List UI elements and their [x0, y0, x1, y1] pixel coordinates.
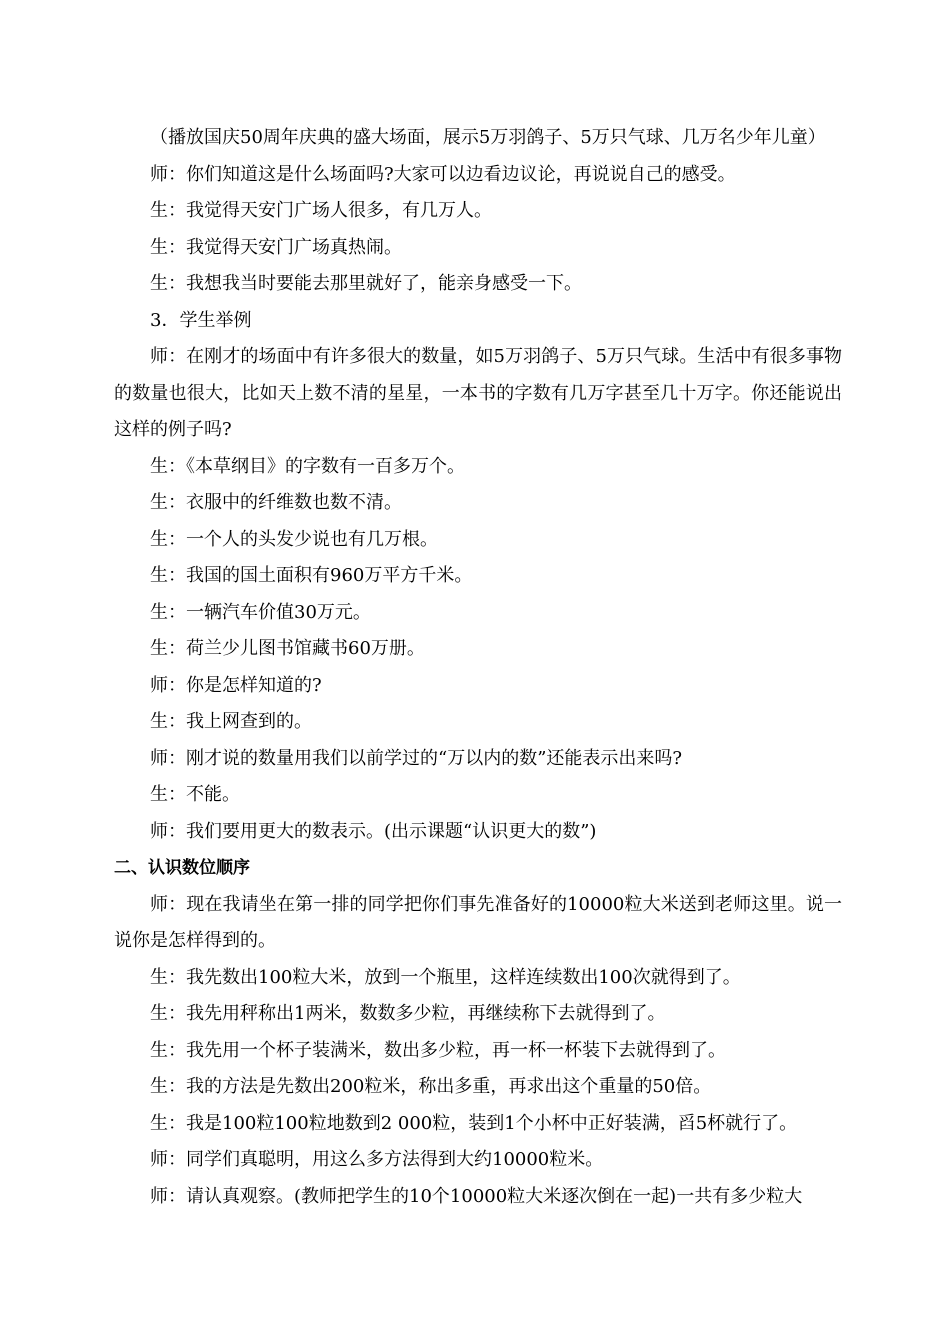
paragraph: 生：我上网查到的。	[150, 711, 312, 732]
paragraph: 生：一个人的头发少说也有几万根。	[150, 528, 438, 550]
paragraph: （播放国庆50周年庆典的盛大场面，展示5万羽鸽子、5万只气球、几万名少年儿童）	[150, 127, 826, 148]
paragraph: 生：我是100粒100粒地数到2 000粒，装到1个小杯中正好装满，舀5杯就行了。	[150, 1112, 798, 1134]
paragraph: 师：在刚才的场面中有许多很大的数量，如5万羽鸽子、5万只气球。生活中有很多事物的数量也很大，比如天上数不清的星星，一本书的字数有几万字甚至几十万字。你还能说出这样的例子吗?	[114, 346, 842, 440]
paragraph: 生：《本草纲目》的字数有一百多万个。	[150, 455, 465, 477]
paragraph: 师：同学们真聪明，用这么多方法得到大约10000粒米。	[150, 1149, 604, 1170]
paragraph: 生：荷兰少儿图书馆藏书60万册。	[150, 638, 425, 659]
paragraph: 生：我先数出100粒大米，放到一个瓶里，这样连续数出100次就得到了。	[150, 966, 741, 988]
paragraph: 师：现在我请坐在第一排的同学把你们事先准备好的10000粒大米送到老师这里。说一说你是怎样得到的。	[114, 893, 842, 951]
subheading: 3．学生举例	[150, 309, 252, 331]
document-body	[114, 120, 842, 1215]
paragraph: 生：不能。	[150, 784, 240, 805]
paragraph: 生：我国的国土面积有960万平方千米。	[150, 565, 473, 586]
paragraph: 生：我觉得天安门广场真热闹。	[150, 236, 402, 258]
paragraph: 生：我的方法是先数出200粒米，称出多重，再求出这个重量的50倍。	[150, 1076, 712, 1097]
paragraph: 生：我觉得天安门广场人很多，有几万人。	[150, 200, 492, 221]
paragraph: 师：刚才说的数量用我们以前学过的“万以内的数”还能表示出来吗?	[150, 747, 683, 769]
section-heading: 二、认识数位顺序	[114, 858, 250, 878]
paragraph: 师：我们要用更大的数表示。(出示课题“认识更大的数”)	[150, 820, 597, 842]
paragraph: 生：一辆汽车价值30万元。	[150, 601, 371, 623]
paragraph: 师：你是怎样知道的?	[150, 674, 322, 696]
paragraph: 生：我先用一个杯子装满米，数出多少粒，再一杯一杯装下去就得到了。	[150, 1039, 726, 1061]
paragraph: 生：我先用秤称出1两米，数数多少粒，再继续称下去就得到了。	[150, 1003, 666, 1024]
paragraph: 生：我想我当时要能去那里就好了，能亲身感受一下。	[150, 273, 582, 294]
paragraph: 师：请认真观察。(教师把学生的10个10000粒大米逐次倒在一起)一共有多少粒大	[150, 1185, 803, 1207]
paragraph: 生：衣服中的纤维数也数不清。	[150, 492, 402, 513]
paragraph: 师：你们知道这是什么场面吗?大家可以边看边议论，再说说自己的感受。	[150, 163, 736, 185]
